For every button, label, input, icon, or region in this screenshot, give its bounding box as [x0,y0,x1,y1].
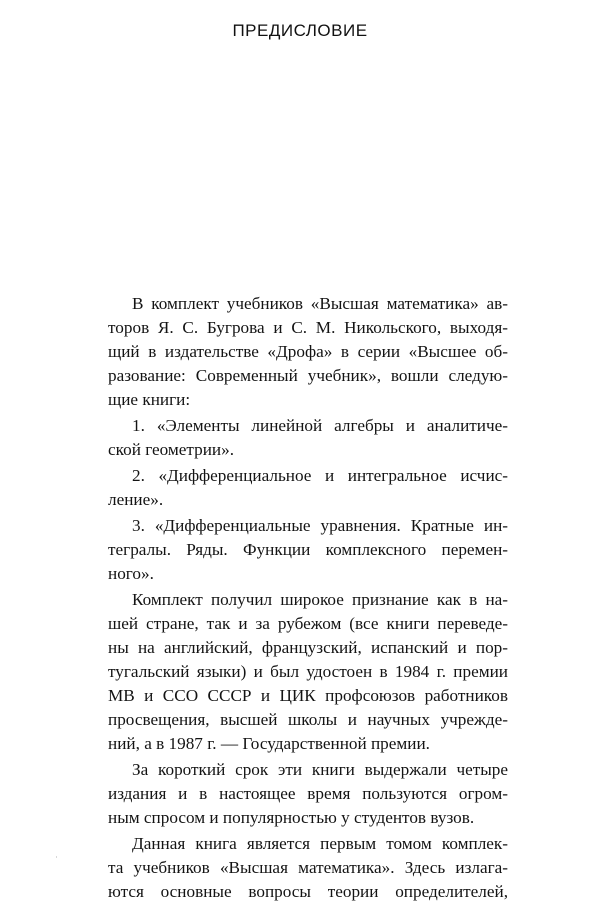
paragraph-this-book [108,832,508,904]
text-line: ний, а в 1987 г. — Государственной премии. [108,734,430,753]
text-line: тегралы. Ряды. Функции комплексного перемен- [108,540,508,559]
text-line: ской геометрии». [108,440,235,459]
text-line: МВ и ССО СССР и ЦИК профсоюзов работников [108,686,508,705]
scan-speck [56,856,57,858]
list-item-book-2 [108,464,508,512]
text-line: 2. «Дифференциальное и интегральное исчис- [132,466,508,485]
text-line: шей стране, так и за рубежом (все книги переведе- [108,614,508,633]
text-line: В комплект учебников «Высшая математика» ав- [132,294,508,313]
list-item-book-3 [108,514,508,586]
paragraph-intro [108,292,508,412]
page-title: ПРЕДИСЛОВИЕ [232,21,368,40]
text-line: просвещения, высшей школы и научных учрежде- [108,710,508,729]
text-line: ление». [108,490,164,509]
text-line: Комплект получил широкое признание как в на- [132,590,508,609]
text-line: 3. «Дифференциальные уравнения. Кратные ин- [132,516,508,535]
text-line: тугальский языки) и был удостоен в 1984 г. премии [108,662,508,681]
text-line: щий в издательстве «Дрофа» в серии «Высшее об- [108,342,508,361]
text-line: разование: Современный учебник», вошли следую- [108,366,508,385]
text-line: ны на английский, французский, испанский и пор- [108,638,508,657]
body-text [108,292,508,904]
text-line: та учебников «Высшая математика». Здесь излага- [108,858,508,877]
text-line: торов Я. С. Бугрова и С. М. Никольского, выходя- [108,318,508,337]
text-line: ного». [108,564,154,583]
text-line: ются основные вопросы теории определителей, [108,882,508,901]
text-line: 1. «Элементы линейной алгебры и аналитиче- [132,416,508,435]
text-line: ным спросом и популярностью у студентов вузов. [108,808,475,827]
text-line: За короткий срок эти книги выдержали четыре [132,760,508,779]
paragraph-editions [108,758,508,830]
paragraph-recognition [108,588,508,756]
text-line: щие книги: [108,390,191,409]
list-item-book-1 [108,414,508,462]
text-line: Данная книга является первым томом комплек- [132,834,508,853]
text-line: издания и в настоящее время пользуются огром- [108,784,508,803]
